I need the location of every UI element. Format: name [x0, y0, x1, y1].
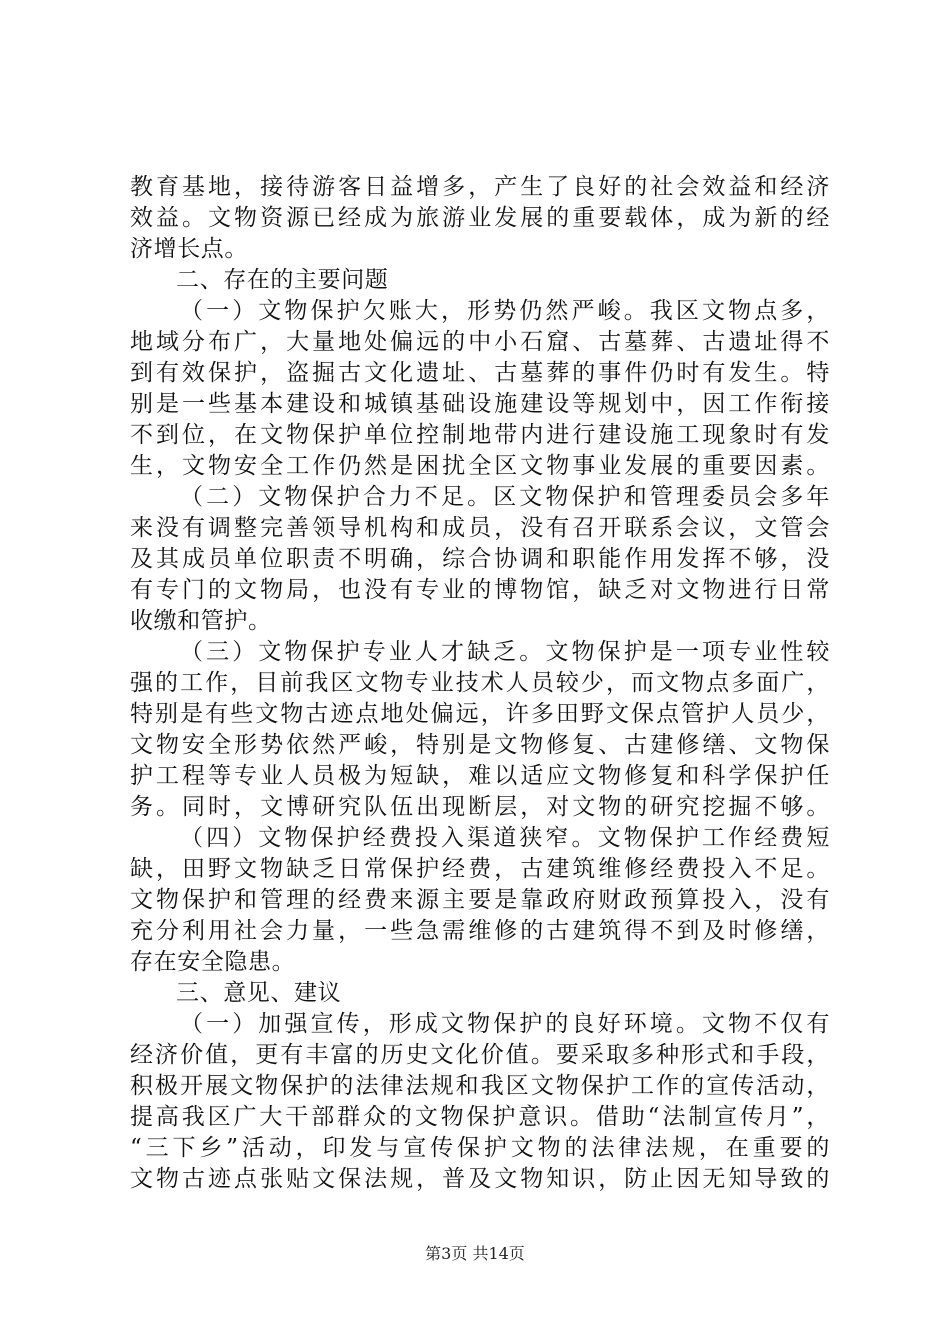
text-line: 来没有调整完善领导机构和成员，没有召开联系会议，文管会	[130, 515, 830, 541]
section-heading: 二、存在的主要问题	[176, 267, 389, 293]
page-footer: 第3页 共14页	[425, 1244, 525, 1263]
paragraph-start: （三）文物保护专业人才缺乏。文物保护是一项专业性较	[180, 639, 830, 665]
text-line: 别是一些基本建设和城镇基础设施建设等规划中，因工作衔接	[130, 391, 830, 417]
text-line: 及其成员单位职责不明确，综合协调和职能作用发挥不够，没	[130, 546, 830, 572]
text-line: 强的工作，目前我区文物专业技术人员较少，而文物点多面广，	[130, 670, 830, 696]
text-line: 护工程等专业人员极为短缺，难以适应文物修复和科学保护任	[130, 763, 830, 789]
text-line: 教育基地，接待游客日益增多，产生了良好的社会效益和经济	[130, 174, 830, 200]
text-line: 存在安全隐患。	[130, 949, 296, 975]
text-line: 提高我区广大干部群众的文物保护意识。借助“法制宣传月”，	[130, 1104, 830, 1130]
section-heading: 三、意见、建议	[176, 980, 342, 1006]
text-line: 充分利用社会力量，一些急需维修的古建筑得不到及时修缮，	[130, 918, 830, 944]
text-line: 生，文物安全工作仍然是困扰全区文物事业发展的重要因素。	[130, 453, 830, 479]
body-text	[130, 172, 830, 1195]
text-line: 特别是有些文物古迹点地处偏远，许多田野文保点管护人员少，	[130, 701, 830, 727]
text-line: 收缴和管护。	[130, 608, 272, 634]
paragraph-start: （二）文物保护合力不足。区文物保护和管理委员会多年	[180, 484, 830, 510]
text-line: 到有效保护，盗掘古文化遗址、古墓葬的事件仍时有发生。特	[130, 360, 830, 386]
paragraph-start: （一）加强宣传，形成文物保护的良好环境。文物不仅有	[180, 1011, 830, 1037]
text-line: 积极开展文物保护的法律法规和我区文物保护工作的宣传活动，	[130, 1073, 830, 1099]
text-line: 效益。文物资源已经成为旅游业发展的重要载体，成为新的经	[130, 205, 830, 231]
text-line: “三下乡”活动，印发与宣传保护文物的法律法规，在重要的	[130, 1135, 830, 1161]
text-line: 有专门的文物局，也没有专业的博物馆，缺乏对文物进行日常	[130, 577, 830, 603]
paragraph-start: （一）文物保护欠账大，形势仍然严峻。我区文物点多，	[180, 298, 830, 324]
text-line: 缺，田野文物缺乏日常保护经费，古建筑维修经费投入不足。	[130, 856, 830, 882]
text-line: 不到位，在文物保护单位控制地带内进行建设施工现象时有发	[130, 422, 830, 448]
text-line: 务。同时，文博研究队伍出现断层，对文物的研究挖掘不够。	[130, 794, 830, 820]
text-line: 文物安全形势依然严峻，特别是文物修复、古建修缮、文物保	[130, 732, 830, 758]
text-line: 经济价值，更有丰富的历史文化价值。要采取多种形式和手段，	[130, 1042, 830, 1068]
text-line: 济增长点。	[130, 236, 248, 262]
text-line: 文物保护和管理的经费来源主要是靠政府财政预算投入，没有	[130, 887, 830, 913]
text-line: 文物古迹点张贴文保法规，普及文物知识，防止因无知导致的	[130, 1166, 830, 1192]
text-line: 地域分布广，大量地处偏远的中小石窟、古墓葬、古遗址得不	[130, 329, 830, 355]
paragraph-start: （四）文物保护经费投入渠道狭窄。文物保护工作经费短	[180, 825, 830, 851]
